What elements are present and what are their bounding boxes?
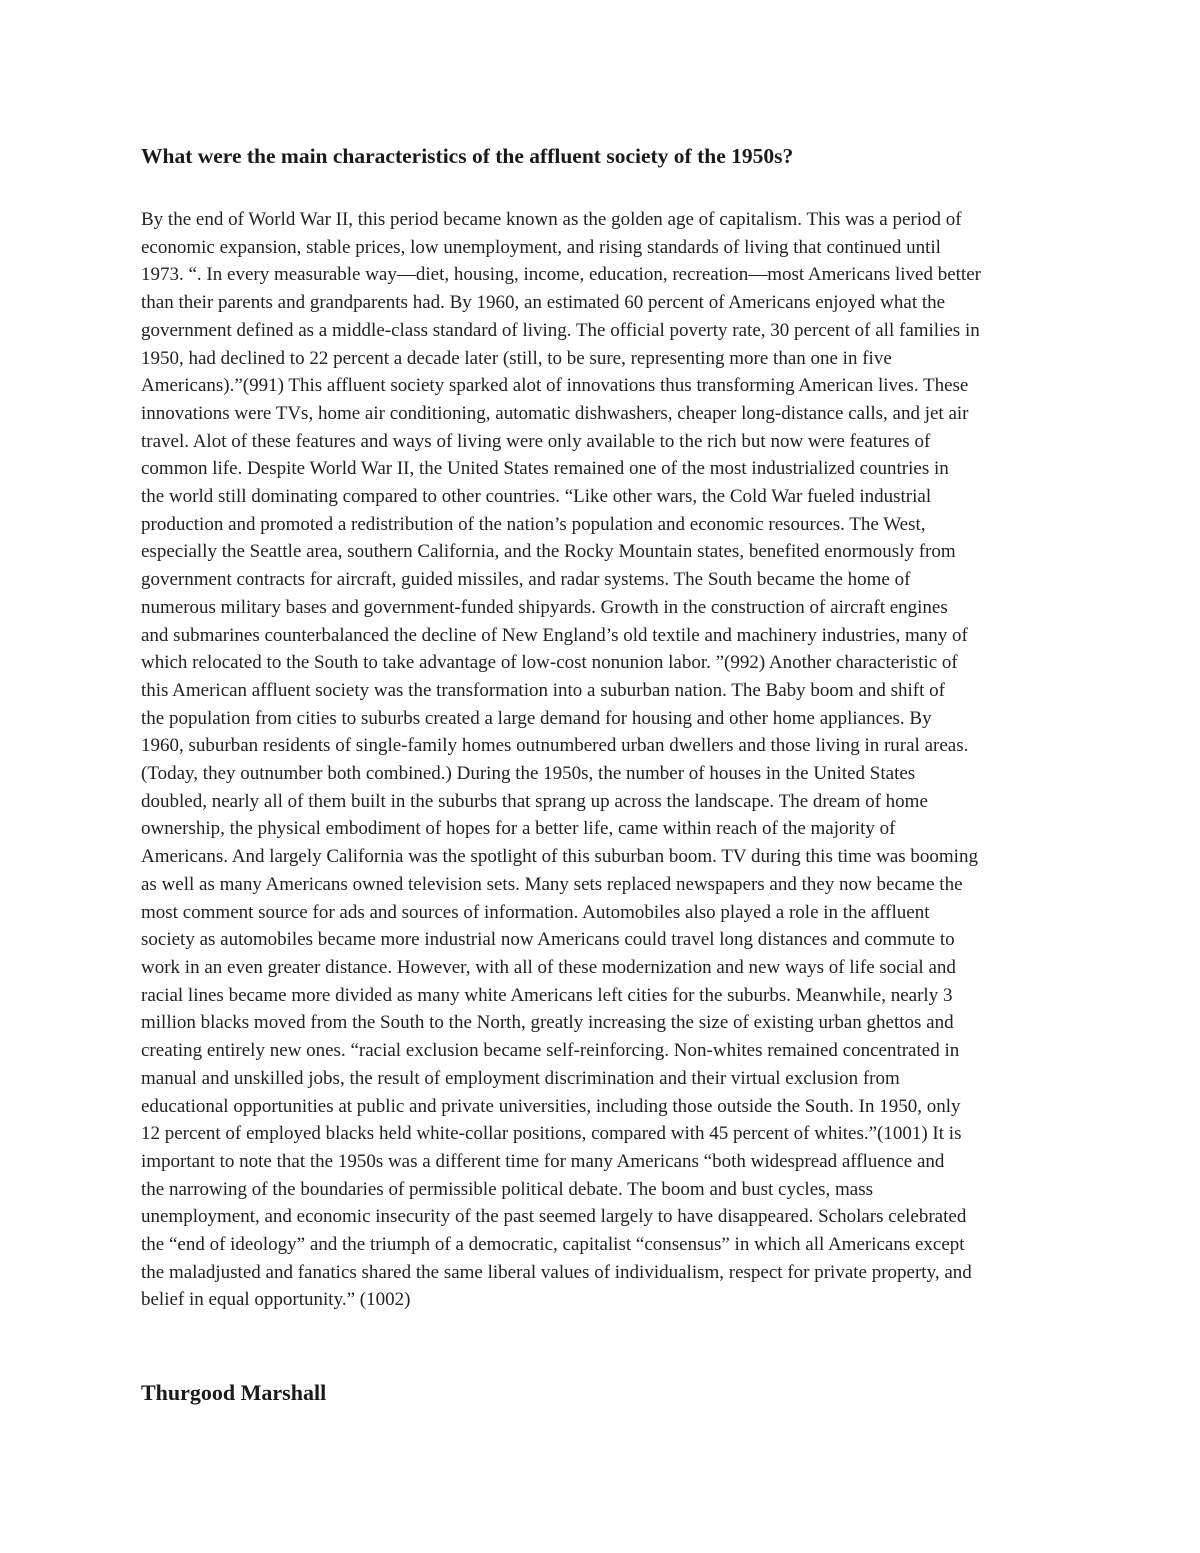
essay-paragraph — [141, 206, 1066, 1314]
paragraph-line: creating entirely new ones. “racial exclusion became self-reinforcing. Non-whites remained concentrated in — [141, 1040, 960, 1062]
paragraph-line: the world still dominating compared to other countries. “Like other wars, the Cold War fueled industrial — [141, 486, 932, 508]
paragraph-line: belief in equal opportunity.” (1002) — [141, 1289, 411, 1311]
paragraph-line: and submarines counterbalanced the decline of New England’s old textile and machinery industries, many of — [141, 624, 968, 646]
paragraph-line: economic expansion, stable prices, low unemployment, and rising standards of living that continued until — [141, 236, 941, 258]
paragraph-line: as well as many Americans owned television sets. Many sets replaced newspapers and they now became the — [141, 873, 963, 895]
paragraph-line: racial lines became more divided as many white Americans left cities for the suburbs. Meanwhile, nearly 3 — [141, 984, 953, 1006]
paragraph-line: work in an even greater distance. However, with all of these modernization and new ways of life social and — [141, 956, 956, 978]
paragraph-line: than their parents and grandparents had. By 1960, an estimated 60 percent of Americans enjoyed what the — [141, 292, 946, 314]
paragraph-line: production and promoted a redistribution of the nation’s population and economic resources. The West, — [141, 513, 926, 535]
paragraph-line: ownership, the physical embodiment of hopes for a better life, came within reach of the majority of — [141, 818, 896, 840]
section-heading: Thurgood Marshall — [141, 1380, 327, 1405]
question-heading: What were the main characteristics of the affluent society of the 1950s? — [141, 144, 794, 168]
paragraph-line: 1950, had declined to 22 percent a decade later (still, to be sure, representing more than one in five — [141, 347, 892, 369]
paragraph-line: the population from cities to suburbs created a large demand for housing and other home appliances. By — [141, 707, 932, 729]
paragraph-line: educational opportunities at public and private universities, including those outside the South. In 1950, only — [141, 1095, 961, 1117]
paragraph-line: the maladjusted and fanatics shared the same liberal values of individualism, respect for private property, and — [141, 1261, 972, 1283]
paragraph-line: government defined as a middle-class standard of living. The official poverty rate, 30 percent of all families in — [141, 319, 980, 341]
paragraph-line: numerous military bases and government-funded shipyards. Growth in the construction of aircraft engines — [141, 596, 948, 618]
paragraph-line: manual and unskilled jobs, the result of employment discrimination and their virtual exclusion from — [141, 1067, 900, 1089]
paragraph-line: travel. Alot of these features and ways of living were only available to the rich but now were features of — [141, 430, 931, 452]
paragraph-line: government contracts for aircraft, guided missiles, and radar systems. The South became the home of — [141, 569, 911, 591]
paragraph-line: important to note that the 1950s was a different time for many Americans “both widespread affluence and — [141, 1150, 945, 1172]
paragraph-line: most comment source for ads and sources of information. Automobiles also played a role in the affluent — [141, 901, 930, 923]
paragraph-line: which relocated to the South to take advantage of low-cost nonunion labor. ”(992) Another characteristic of — [141, 652, 958, 674]
paragraph-line: common life. Despite World War II, the United States remained one of the most industrialized countries in — [141, 458, 949, 480]
paragraph-line: the narrowing of the boundaries of permissible political debate. The boom and bust cycles, mass — [141, 1178, 874, 1200]
paragraph-line: doubled, nearly all of them built in the suburbs that sprang up across the landscape. The dream of home — [141, 790, 928, 812]
paragraph-line: (Today, they outnumber both combined.) During the 1950s, the number of houses in the United States — [141, 763, 916, 785]
paragraph-line: the “end of ideology” and the triumph of a democratic, capitalist “consensus” in which all Americans except — [141, 1234, 965, 1256]
paragraph-line: Americans).”(991) This affluent society sparked alot of innovations thus transforming American lives. These — [141, 375, 969, 397]
paragraph-line: By the end of World War II, this period became known as the golden age of capitalism. This was a period of — [141, 209, 962, 230]
paragraph-line: especially the Seattle area, southern California, and the Rocky Mountain states, benefited enormously from — [141, 541, 956, 563]
paragraph-line: this American affluent society was the transformation into a suburban nation. The Baby boom and shift of — [141, 679, 945, 701]
paragraph-line: unemployment, and economic insecurity of the past seemed largely to have disappeared. Scholars celebrated — [141, 1206, 967, 1228]
paragraph-line: 12 percent of employed blacks held white-collar positions, compared with 45 percent of whites.”(1001) It is — [141, 1123, 962, 1145]
paragraph-line: 1973. “. In every measurable way—diet, housing, income, education, recreation—most Americans lived better — [141, 264, 981, 286]
paragraph-line: innovations were TVs, home air conditioning, automatic dishwashers, cheaper long-distance calls, and jet air — [141, 402, 969, 424]
paragraph-line: society as automobiles became more industrial now Americans could travel long distances and commute to — [141, 929, 955, 951]
paragraph-line: 1960, suburban residents of single-family homes outnumbered urban dwellers and those living in rural areas. — [141, 735, 969, 757]
paragraph-line: million blacks moved from the South to the North, greatly increasing the size of existing urban ghettos and — [141, 1012, 954, 1034]
paragraph-line: Americans. And largely California was the spotlight of this suburban boom. TV during this time was booming — [141, 846, 978, 868]
